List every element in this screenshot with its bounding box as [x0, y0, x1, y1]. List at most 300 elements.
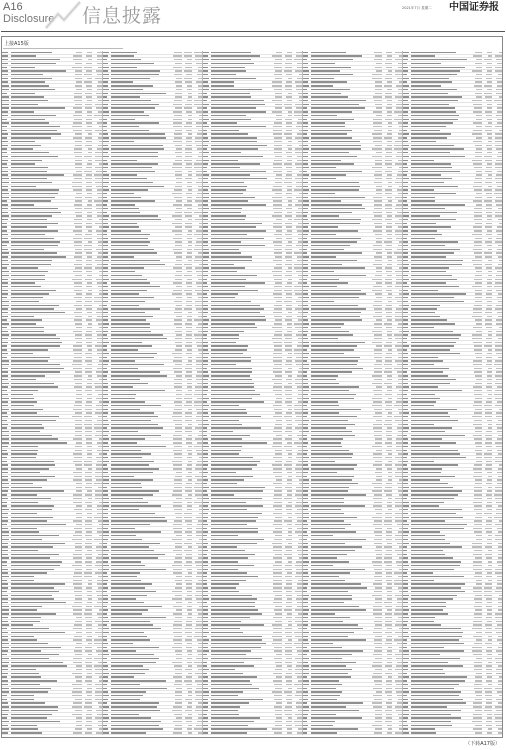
- listing-cell: [102, 252, 111, 253]
- listing-cell: [292, 204, 302, 205]
- listing-cell: [171, 167, 182, 168]
- listing-cell: [102, 479, 111, 480]
- listing-cell: [182, 152, 192, 153]
- text-placeholder: [2, 438, 9, 439]
- text-placeholder: [172, 167, 182, 168]
- listing-cell: [271, 148, 282, 149]
- listing-cell: [282, 163, 292, 164]
- listing-cell: [71, 598, 82, 599]
- listing-cell: [11, 327, 71, 328]
- listing-cell: [92, 308, 102, 309]
- text-placeholder: [102, 591, 107, 592]
- listing-cell: [2, 569, 11, 570]
- text-placeholder: [11, 587, 54, 588]
- continued-from-tag: 上接A15版: [4, 41, 29, 47]
- listing-cell: [111, 535, 171, 536]
- listing-cell: [82, 312, 92, 313]
- listing-cell: [111, 55, 171, 56]
- text-placeholder: [111, 241, 150, 242]
- text-placeholder: [11, 613, 56, 614]
- listing-cell: [171, 334, 182, 335]
- listing-cell: [192, 197, 202, 198]
- listing-cell: [102, 200, 111, 201]
- listing-cell: [2, 171, 11, 172]
- listing-cell: [11, 680, 71, 681]
- text-placeholder: [2, 78, 8, 79]
- listing-cell: [171, 476, 182, 477]
- text-placeholder: [274, 74, 282, 75]
- text-placeholder: [211, 130, 239, 131]
- listing-cell: [292, 189, 302, 190]
- listing-cell: [292, 338, 302, 339]
- listing-cell: [111, 461, 171, 462]
- listing-cell: [111, 543, 171, 544]
- listing-cell: [211, 230, 271, 231]
- listing-cell: [92, 104, 102, 105]
- listing-cell: [92, 249, 102, 250]
- text-placeholder: [174, 453, 182, 454]
- text-placeholder: [185, 412, 193, 413]
- listing-cell: [71, 275, 82, 276]
- text-placeholder: [273, 293, 282, 294]
- listing-cell: [182, 167, 192, 168]
- text-placeholder: [211, 111, 266, 112]
- listing-cell: [102, 505, 111, 506]
- listing-cell: [2, 561, 11, 562]
- listing-cell: [11, 297, 71, 298]
- listing-cell: [82, 505, 92, 506]
- listing-cell: [92, 628, 102, 629]
- listing-cell: [102, 137, 111, 138]
- listing-cell: [182, 613, 192, 614]
- listing-cell: [111, 464, 171, 465]
- text-placeholder: [185, 490, 193, 491]
- listing-cell: [82, 714, 92, 715]
- text-placeholder: [75, 226, 82, 227]
- listing-cell: [92, 505, 102, 506]
- listing-cell: [111, 435, 171, 436]
- text-placeholder: [75, 531, 82, 532]
- listing-cell: [11, 275, 71, 276]
- listing-cell: [2, 539, 11, 540]
- listing-cell: [71, 197, 82, 198]
- text-placeholder: [111, 386, 133, 387]
- listing-cell: [192, 308, 202, 309]
- listing-cell: [211, 249, 271, 250]
- text-placeholder: [284, 163, 292, 164]
- listing-cell: [171, 234, 182, 235]
- listing-cell: [82, 126, 92, 127]
- text-placeholder: [202, 193, 209, 194]
- text-placeholder: [275, 193, 282, 194]
- listing-cell: [192, 115, 202, 116]
- listing-cell: [202, 130, 211, 131]
- text-placeholder: [102, 546, 107, 547]
- listing-cell: [92, 70, 102, 71]
- text-placeholder: [2, 223, 7, 224]
- listing-cell: [111, 178, 171, 179]
- listing-cell: [182, 193, 192, 194]
- text-placeholder: [102, 126, 107, 127]
- text-placeholder: [273, 200, 282, 201]
- listing-cell: [71, 699, 82, 700]
- listing-cell: [82, 446, 92, 447]
- listing-cell: [171, 204, 182, 205]
- text-placeholder: [84, 249, 92, 250]
- listing-cell: [202, 264, 211, 265]
- text-placeholder: [73, 349, 82, 350]
- listing-cell: [192, 163, 202, 164]
- text-placeholder: [2, 658, 9, 659]
- listing-cell: [92, 353, 102, 354]
- text-placeholder: [172, 494, 182, 495]
- text-placeholder: [102, 446, 109, 447]
- listing-cell: [82, 420, 92, 421]
- listing-cell: [71, 174, 82, 175]
- text-placeholder: [111, 293, 139, 294]
- listing-cell: [182, 647, 192, 648]
- text-placeholder: [111, 364, 164, 365]
- listing-cell: [111, 662, 171, 663]
- listing-cell: [92, 245, 102, 246]
- listing-cell: [111, 152, 171, 153]
- text-placeholder: [102, 267, 108, 268]
- text-placeholder: [2, 271, 9, 272]
- listing-cell: [71, 435, 82, 436]
- listing-cell: [292, 115, 302, 116]
- text-placeholder: [111, 531, 161, 532]
- text-placeholder: [185, 632, 192, 633]
- listing-cell: [292, 67, 302, 68]
- text-placeholder: [2, 260, 8, 261]
- text-placeholder: [75, 212, 82, 213]
- listing-cell: [111, 483, 171, 484]
- listing-cell: [102, 450, 111, 451]
- listing-cell: [211, 238, 271, 239]
- listing-cell: [292, 119, 302, 120]
- listing-cell: [271, 230, 282, 231]
- text-placeholder: [111, 691, 146, 692]
- listing-cell: [182, 353, 192, 354]
- listing-cell: [71, 122, 82, 123]
- text-placeholder: [111, 234, 150, 235]
- text-placeholder: [85, 647, 92, 648]
- listing-cell: [2, 238, 11, 239]
- listing-cell: [192, 461, 202, 462]
- listing-cell: [102, 368, 111, 369]
- listing-cell: [171, 241, 182, 242]
- text-placeholder: [172, 223, 182, 224]
- text-placeholder: [111, 74, 159, 75]
- listing-cell: [182, 279, 192, 280]
- text-placeholder: [2, 208, 8, 209]
- listing-cell: [292, 360, 302, 361]
- listing-cell: [11, 186, 71, 187]
- text-placeholder: [111, 706, 157, 707]
- listing-cell: [82, 609, 92, 610]
- listing-cell: [82, 264, 92, 265]
- listing-cell: [102, 702, 111, 703]
- text-placeholder: [211, 197, 255, 198]
- listing-cell: [182, 133, 192, 134]
- text-placeholder: [11, 174, 64, 175]
- listing-cell: [182, 658, 192, 659]
- listing-cell: [192, 349, 202, 350]
- listing-cell: [82, 453, 92, 454]
- listing-cell: [111, 126, 171, 127]
- listing-cell: [182, 424, 192, 425]
- listing-cell: [2, 457, 11, 458]
- listing-cell: [2, 345, 11, 346]
- text-placeholder: [102, 695, 109, 696]
- text-placeholder: [2, 368, 8, 369]
- listing-cell: [111, 208, 171, 209]
- listing-cell: [11, 520, 71, 521]
- text-placeholder: [11, 721, 60, 722]
- text-placeholder: [102, 390, 108, 391]
- listing-cell: [192, 517, 202, 518]
- listing-cell: [11, 617, 71, 618]
- text-placeholder: [2, 379, 8, 380]
- text-placeholder: [2, 81, 8, 82]
- text-placeholder: [102, 74, 109, 75]
- listing-cell: [92, 673, 102, 674]
- text-placeholder: [202, 70, 208, 71]
- listing-cell: [282, 226, 292, 227]
- text-placeholder: [2, 163, 7, 164]
- text-placeholder: [111, 122, 159, 123]
- listing-cell: [192, 215, 202, 216]
- text-placeholder: [285, 107, 292, 108]
- text-placeholder: [102, 531, 109, 532]
- text-placeholder: [72, 684, 82, 685]
- listing-cell: [111, 424, 171, 425]
- listing-cell: [71, 353, 82, 354]
- text-placeholder: [174, 383, 182, 384]
- text-placeholder: [202, 122, 207, 123]
- listing-cell: [71, 81, 82, 82]
- text-placeholder: [111, 632, 144, 633]
- listing-cell: [71, 327, 82, 328]
- listing-cell: [82, 331, 92, 332]
- listing-cell: [192, 331, 202, 332]
- listing-cell: [182, 115, 192, 116]
- listing-cell: [71, 260, 82, 261]
- listing-cell: [82, 531, 92, 532]
- text-placeholder: [185, 368, 192, 369]
- listing-cell: [282, 122, 292, 123]
- listing-cell: [102, 360, 111, 361]
- text-placeholder: [2, 561, 7, 562]
- text-placeholder: [84, 424, 92, 425]
- listing-cell: [2, 93, 11, 94]
- text-placeholder: [175, 241, 182, 242]
- text-placeholder: [211, 126, 266, 127]
- listing-cell: [111, 375, 171, 376]
- listing-cell: [71, 55, 82, 56]
- listing-cell: [82, 375, 92, 376]
- listing-cell: [211, 208, 271, 209]
- listing-cell: [202, 234, 211, 235]
- text-placeholder: [11, 673, 39, 674]
- text-placeholder: [84, 706, 92, 707]
- listing-cell: [111, 260, 171, 261]
- listing-cell: [71, 171, 82, 172]
- listing-cell: [292, 305, 302, 306]
- text-placeholder: [285, 319, 292, 320]
- text-placeholder: [11, 130, 57, 131]
- listing-cell: [71, 390, 82, 391]
- listing-cell: [271, 81, 282, 82]
- listing-cell: [2, 498, 11, 499]
- listing-cell: [111, 714, 171, 715]
- listing-cell: [11, 621, 71, 622]
- listing-cell: [82, 252, 92, 253]
- listing-cell: [71, 420, 82, 421]
- listing-cell: [282, 342, 292, 343]
- text-placeholder: [2, 342, 8, 343]
- text-placeholder: [202, 357, 208, 358]
- listing-cell: [182, 264, 192, 265]
- listing-cell: [71, 591, 82, 592]
- listing-cell: [71, 446, 82, 447]
- text-placeholder: [272, 81, 282, 82]
- listing-cell: [282, 85, 292, 86]
- text-placeholder: [11, 178, 47, 179]
- listing-cell: [182, 271, 192, 272]
- listing-cell: [192, 401, 202, 402]
- listing-cell: [292, 234, 302, 235]
- text-placeholder: [85, 546, 92, 547]
- text-placeholder: [2, 636, 8, 637]
- listing-cell: [92, 550, 102, 551]
- listing-cell: [71, 297, 82, 298]
- text-placeholder: [11, 241, 60, 242]
- text-placeholder: [111, 453, 151, 454]
- text-placeholder: [2, 160, 8, 161]
- text-placeholder: [274, 245, 282, 246]
- listing-cell: [171, 137, 182, 138]
- listing-cell: [2, 609, 11, 610]
- text-placeholder: [174, 621, 182, 622]
- text-placeholder: [75, 111, 82, 112]
- text-placeholder: [85, 487, 92, 488]
- text-placeholder: [211, 115, 246, 116]
- text-placeholder: [72, 673, 82, 674]
- text-placeholder: [102, 327, 108, 328]
- text-placeholder: [185, 226, 192, 227]
- listing-cell: [111, 349, 171, 350]
- text-placeholder: [174, 401, 182, 402]
- listing-cell: [211, 279, 271, 280]
- listing-cell: [171, 186, 182, 187]
- listing-cell: [2, 219, 11, 220]
- listing-cell: [202, 74, 211, 75]
- listing-cell: [2, 602, 11, 603]
- text-placeholder: [85, 702, 92, 703]
- listing-cell: [102, 93, 111, 94]
- text-placeholder: [2, 450, 7, 451]
- text-placeholder: [273, 226, 282, 227]
- listing-cell: [282, 137, 292, 138]
- listing-cell: [111, 717, 171, 718]
- listing-cell: [202, 290, 211, 291]
- listing-cell: [71, 624, 82, 625]
- text-placeholder: [172, 591, 182, 592]
- listing-cell: [11, 160, 71, 161]
- listing-cell: [111, 528, 171, 529]
- listing-cell: [2, 383, 11, 384]
- text-placeholder: [2, 624, 9, 625]
- text-placeholder: [11, 252, 57, 253]
- listing-cell: [11, 658, 71, 659]
- text-placeholder: [74, 245, 82, 246]
- text-placeholder: [85, 494, 92, 495]
- text-placeholder: [2, 323, 9, 324]
- listing-cell: [282, 167, 292, 168]
- text-placeholder: [11, 650, 41, 651]
- listing-cell: [202, 215, 211, 216]
- listing-cell: [2, 349, 11, 350]
- listing-cell: [171, 371, 182, 372]
- text-placeholder: [2, 290, 8, 291]
- listing-cell: [192, 182, 202, 183]
- text-placeholder: [85, 502, 92, 503]
- listing-cell: [171, 55, 182, 56]
- text-placeholder: [111, 728, 163, 729]
- listing-cell: [192, 85, 202, 86]
- listing-cell: [292, 286, 302, 287]
- text-placeholder: [11, 457, 36, 458]
- listing-cell: [192, 602, 202, 603]
- text-placeholder: [2, 319, 7, 320]
- text-placeholder: [111, 580, 141, 581]
- text-placeholder: [202, 111, 208, 112]
- listing-cell: [92, 186, 102, 187]
- listing-cell: [11, 67, 71, 68]
- text-placeholder: [102, 461, 109, 462]
- text-placeholder: [102, 219, 108, 220]
- listing-cell: [182, 401, 192, 402]
- listing-cell: [11, 583, 71, 584]
- text-placeholder: [102, 383, 108, 384]
- listing-cell: [111, 684, 171, 685]
- listing-cell: [11, 308, 71, 309]
- text-placeholder: [102, 569, 109, 570]
- listing-cell: [71, 215, 82, 216]
- text-placeholder: [11, 96, 44, 97]
- listing-cell: [82, 461, 92, 462]
- listing-cell: [171, 591, 182, 592]
- text-placeholder: [102, 96, 107, 97]
- listing-cell: [202, 55, 211, 56]
- listing-cell: [92, 364, 102, 365]
- text-placeholder: [173, 290, 182, 291]
- listing-cell: [282, 264, 292, 265]
- text-placeholder: [202, 204, 208, 205]
- text-placeholder: [2, 96, 9, 97]
- text-placeholder: [11, 301, 39, 302]
- listing-cell: [192, 502, 202, 503]
- listing-cell: [111, 59, 171, 60]
- text-placeholder: [11, 215, 52, 216]
- listing-cell: [102, 636, 111, 637]
- listing-cell: [2, 63, 11, 64]
- text-placeholder: [11, 505, 54, 506]
- listing-cell: [102, 639, 111, 640]
- listing-cell: [171, 643, 182, 644]
- text-placeholder: [2, 331, 8, 332]
